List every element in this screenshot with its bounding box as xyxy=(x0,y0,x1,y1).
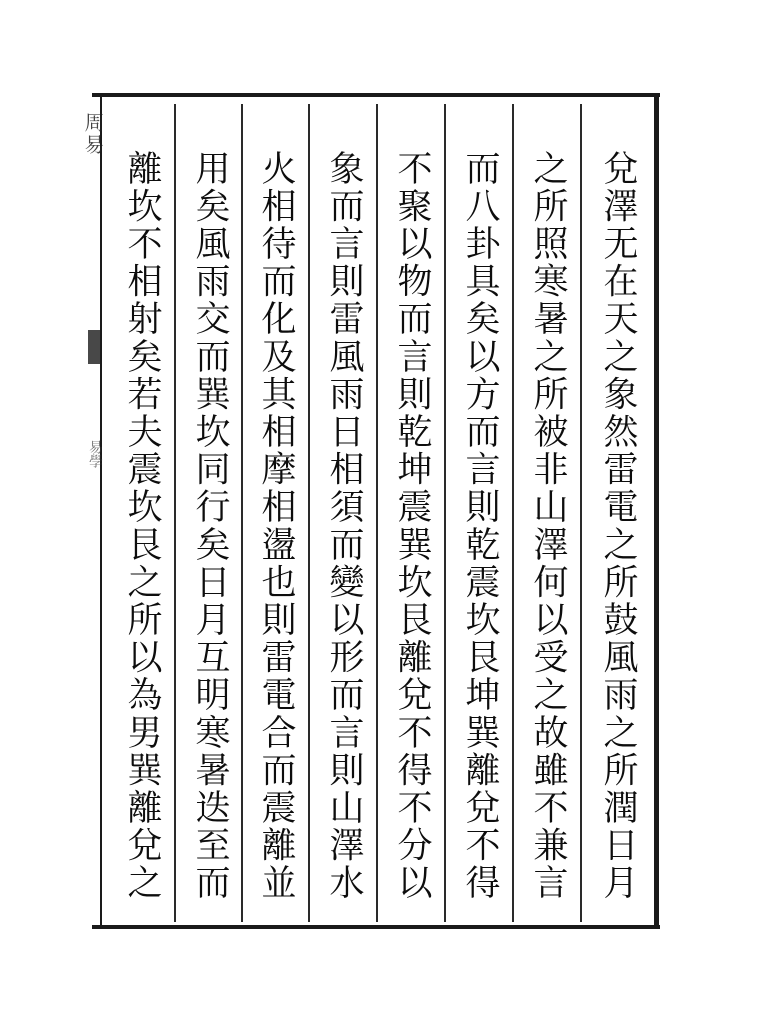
top-border-rule xyxy=(92,93,660,97)
column-divider xyxy=(174,104,176,922)
text-column-3: 而八卦具矣以方而言則乾震坎艮坤巽離兌不得 xyxy=(460,150,500,902)
fold-fishtail-mark xyxy=(88,330,102,364)
fold-subtitle: 易學 xyxy=(87,440,103,468)
fold-strip xyxy=(92,96,102,928)
text-column-1: 兌澤无在天之象然雷電之所鼓風雨之所潤日月 xyxy=(598,150,638,902)
text-column-8: 離坎不相射矣若夫震坎艮之所以為男巽離兌之 xyxy=(122,150,162,902)
fold-title: 周易 xyxy=(81,112,105,156)
text-column-4: 不聚以物而言則乾坤震巽坎艮離兌不得不分以 xyxy=(392,150,432,902)
text-column-6: 火相待而化及其相摩相盪也則雷電合而震離並 xyxy=(256,150,296,902)
column-divider xyxy=(512,104,514,922)
text-column-7: 用矣風雨交而巽坎同行矣日月互明寒暑迭至而 xyxy=(190,150,230,902)
column-divider xyxy=(241,104,243,922)
text-column-2: 之所照寒暑之所被非山澤何以受之故雖不兼言 xyxy=(528,150,568,902)
column-divider xyxy=(580,104,582,922)
column-divider xyxy=(376,104,378,922)
column-divider xyxy=(444,104,446,922)
text-column-5: 象而言則雷風雨日相須而變以形而言則山澤水 xyxy=(324,150,364,902)
column-divider xyxy=(308,104,310,922)
right-border-rule xyxy=(654,96,659,928)
